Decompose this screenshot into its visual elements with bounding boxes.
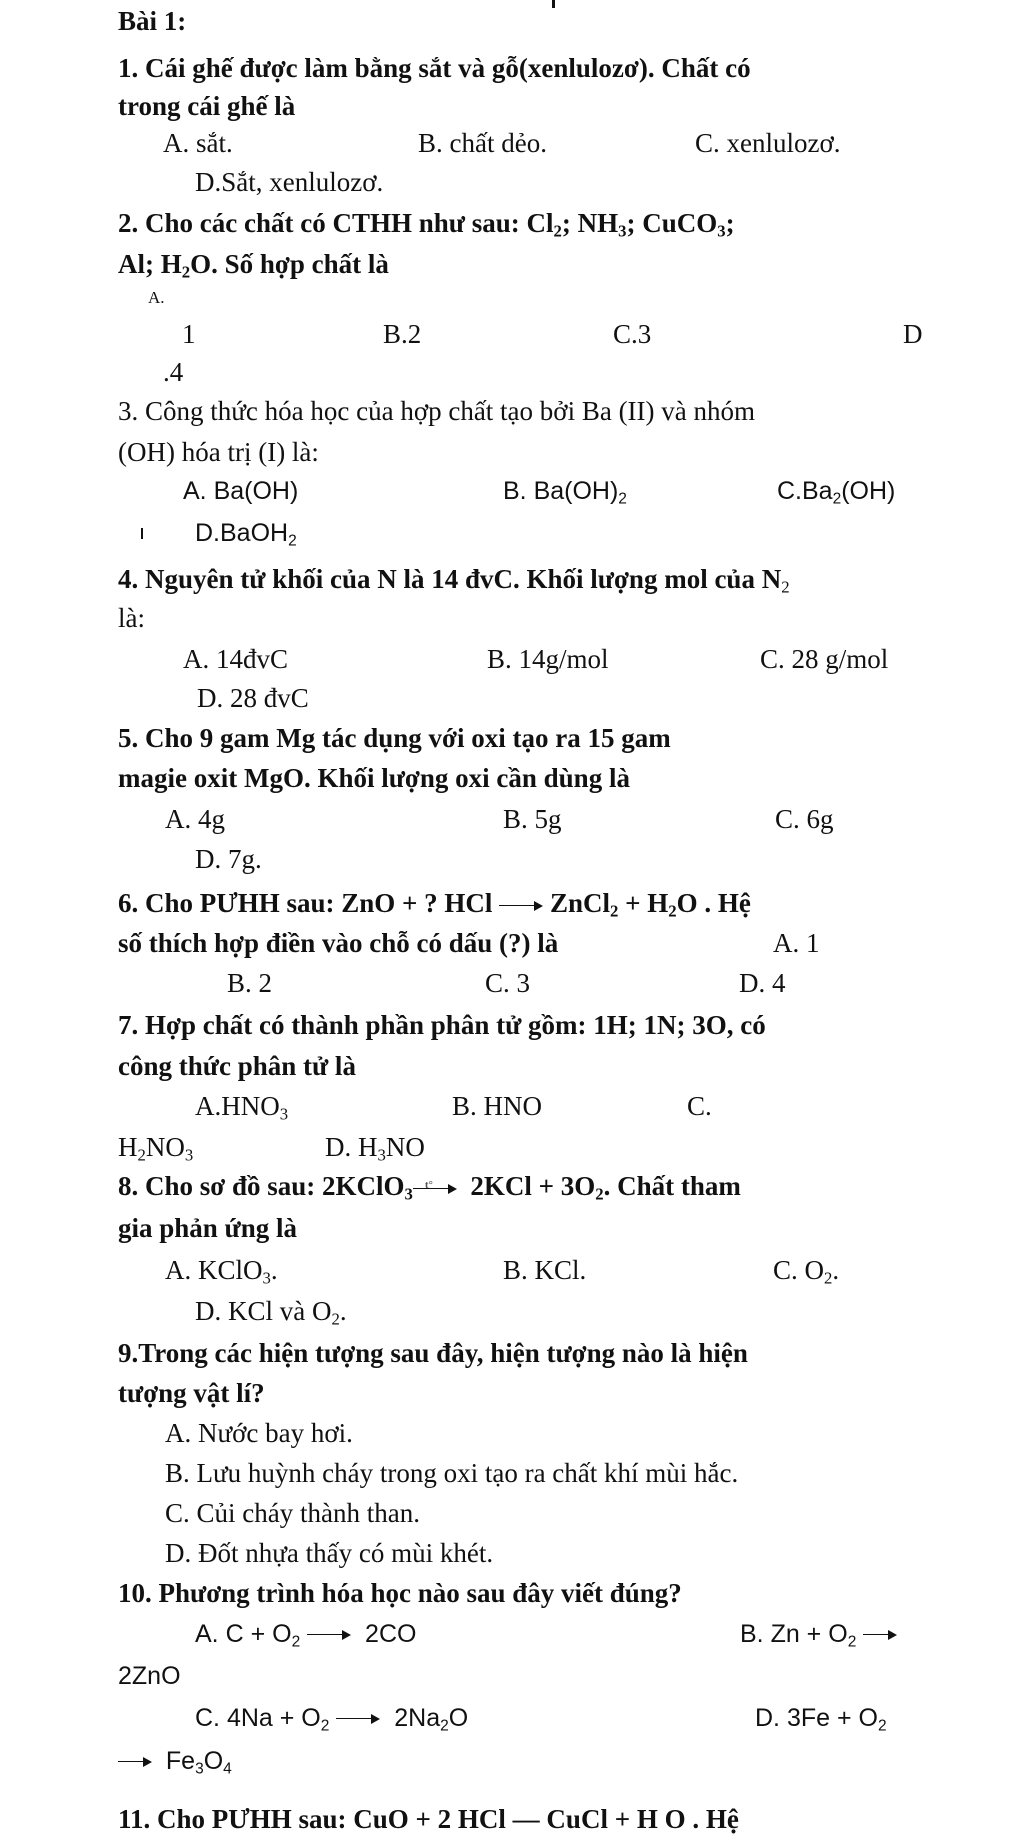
option-d-value: $Fe_3O_4$ [118, 1745, 232, 1777]
question-text: 9.Trong các hiện tượng sau đây, hiện tượng nào là hiện [118, 1338, 748, 1368]
option-b: B. 5g [503, 804, 562, 834]
option-c: C. Củi cháy thành than. [165, 1498, 420, 1528]
option-d: D. 7g. [195, 844, 262, 874]
option-a: A. $C + O_2$ 2CO [195, 1620, 417, 1651]
question-11-partial: 11. Cho PƯHH sau: CuO + 2 HCl — CuCl + H O . Hệ [118, 1804, 739, 1834]
option-c: $C.Ba_2(OH)$ [777, 477, 896, 508]
question-text: 10. Phương trình hóa học nào sau đây viết đúng? [118, 1578, 682, 1608]
option-b: B. 2 [227, 968, 273, 998]
question-text: 2. Cho các chất có CTHH như sau: $Cl_2$; $NH_3$; CuCO$_3$; [118, 208, 735, 241]
question-text: 6. Cho PƯHH sau: ZnO + ? HCl ZnCl$_2$ + $H_2O$ . Hệ [118, 888, 751, 921]
question-text: trong cái ghế là [118, 91, 296, 121]
scan-mark [552, 0, 555, 8]
option-a: A. sắt. [163, 128, 233, 158]
option-c: C. 6g [775, 804, 834, 834]
option-d: D. $H_3NO$ [325, 1132, 425, 1165]
option-d: D. 28 đvC [197, 683, 309, 713]
question-text: công thức phân tử là [118, 1051, 356, 1081]
question-text: 4. Nguyên tử khối của N là 14 đvC. Khối lượng mol của $N_2$ [118, 564, 790, 597]
stray-mark [141, 528, 143, 539]
option-a: $A.HNO_3$ [195, 1091, 289, 1124]
question-text: 8. Cho sơ đồ sau: 2KClO$_3$ t° $2KCl + 3O_2$. Chất tham [118, 1171, 741, 1204]
option-c: C. $O_2$. [773, 1255, 840, 1288]
reaction-arrow [336, 1712, 380, 1726]
option-a: A. KClO$_3$. [165, 1255, 278, 1288]
option-d: D [903, 319, 923, 349]
option-c: C. [687, 1091, 712, 1121]
option-a: A. Ba(OH) [183, 477, 299, 505]
question-text: magie oxit MgO. Khối lượng oxi cần dùng là [118, 763, 630, 793]
option-b: B. KCl. [503, 1255, 587, 1285]
option-c: C. xenlulozơ. [695, 128, 841, 158]
option-a: A. 4g [165, 804, 225, 834]
option-a: A. 14đvC [183, 644, 289, 674]
option-b: B.2 [383, 319, 422, 349]
option-a-value: 1 [182, 319, 196, 349]
option-b: B. Lưu huỳnh cháy trong oxi tạo ra chất khí mùi hắc. [165, 1458, 739, 1488]
option-d: D.BaOH$_2$ [195, 519, 297, 550]
option-b: B. chất dẻo. [418, 128, 547, 158]
option-b: B. 14g/mol [487, 644, 609, 674]
question-text: 3. Công thức hóa học của hợp chất tạo bởi Ba (II) và nhóm [118, 396, 756, 426]
question-text: tượng vật lí? [118, 1378, 265, 1408]
option-d: D. 4 [739, 968, 786, 998]
page-title: Bài 1: [118, 6, 187, 36]
option-b-value: 2ZnO [118, 1662, 181, 1690]
option-b: B. $Zn + O_2$ [740, 1618, 897, 1650]
option-a: A. 1 [773, 928, 820, 958]
option-b: B. HNO [452, 1091, 543, 1121]
question-text: 7. Hợp chất có thành phần phân tử gồm: 1H; 1N; 3O, có [118, 1010, 766, 1040]
question-text: số thích hợp điền vào chỗ có dấu (?) là [118, 928, 559, 958]
option-a: A. Nước bay hơi. [165, 1418, 353, 1448]
option-d: D. KCl và $O_2$. [195, 1296, 347, 1329]
option-c: C. 3 [485, 968, 531, 998]
option-d: D.Sắt, xenlulozơ. [195, 167, 384, 197]
reaction-arrow: t° [413, 1182, 457, 1196]
question-text: Al; $H_2O$. Số hợp chất là [118, 249, 389, 282]
option-d-value: .4 [163, 357, 184, 387]
reaction-arrow [863, 1628, 897, 1642]
option-c: C.3 [613, 319, 652, 349]
option-c-value: $H_2NO_3$ [118, 1132, 194, 1165]
option-d: D. Đốt nhựa thấy có mùi khét. [165, 1538, 494, 1568]
option-c: C. $4Na + O_2$ $2Na_2O$ [195, 1704, 469, 1735]
reaction-arrow [307, 1628, 351, 1642]
reaction-arrow [499, 899, 543, 913]
question-text: là: [118, 603, 145, 633]
option-c: C. 28 g/mol [760, 644, 889, 674]
question-text: (OH) hóa trị (I) là: [118, 437, 319, 467]
question-text: 1. Cái ghế được làm bằng sắt và gỗ(xenlulozơ). Chất có [118, 53, 751, 83]
question-text: 5. Cho 9 gam Mg tác dụng với oxi tạo ra 15 gam [118, 723, 671, 753]
question-text: gia phản ứng là [118, 1213, 298, 1243]
option-a-label: A. [148, 288, 165, 307]
option-b: B. $Ba(OH)_2$ [503, 477, 627, 508]
reaction-arrow [118, 1755, 152, 1769]
option-d: D. $3Fe + O_2$ [755, 1704, 887, 1735]
